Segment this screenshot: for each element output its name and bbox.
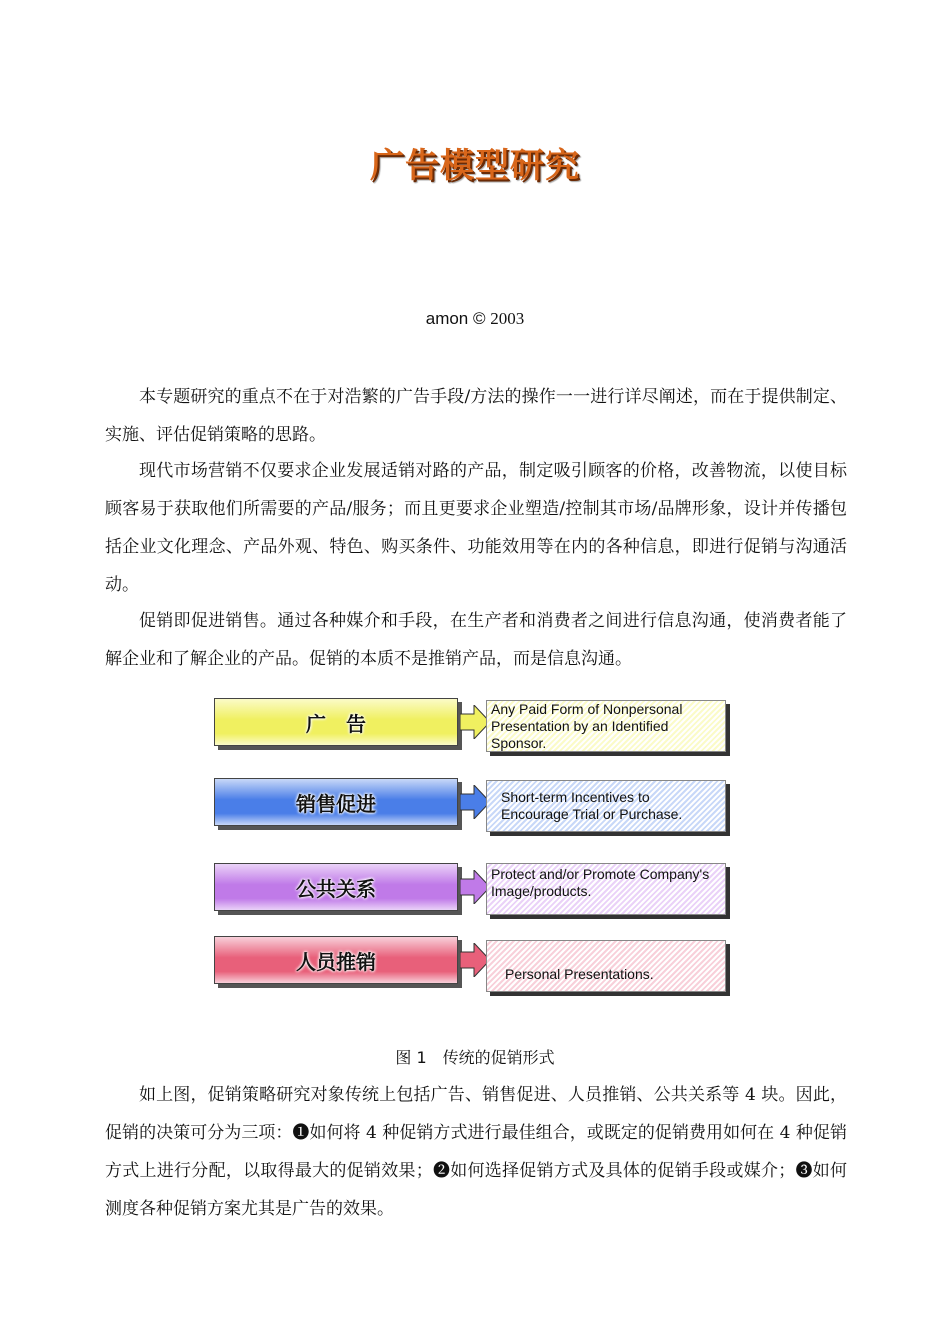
diagram-row-public-relations: [210, 863, 740, 923]
row-label-bar: 广 告: [214, 698, 458, 746]
row-label-bar: 销售促进: [214, 778, 458, 826]
author-line: [0, 309, 950, 329]
promotion-forms-diagram: [210, 696, 740, 1001]
paragraph-1: 本专题研究的重点不在于对浩繁的广告手段/方法的操作一一进行详尽阐述，而在于提供制定、实施、评估促销策略的思路。: [105, 387, 847, 445]
diagram-row-personal-selling: [210, 936, 740, 996]
paragraph-4: 如上图，促销策略研究对象传统上包括广告、销售促进、人员推销、公共关系等 4 块。因此，促销的决策可分为三项：❶如何将 4 种促销方式进行最佳组合，或既定的促销费用如何在 4 种促销方式上进行分配，以取得最大的促销效果；❷如何选择促销方式及具体的促销手段或媒介；❸如何测度各种促销方案尤其是广告的效果。: [105, 1085, 847, 1219]
author-name: amon ©: [425, 309, 486, 328]
row-description-box: Protect and/or Promote Company's Image/products.: [486, 863, 726, 915]
row-description-box: Short-term Incentives to Encourage Trial or Purchase.: [486, 780, 726, 832]
diagram-row-sales-promotion: [210, 778, 740, 838]
author-year: 2003: [490, 309, 525, 328]
row-description-box: Personal Presentations.: [486, 940, 726, 992]
paragraph-2: 现代市场营销不仅要求企业发展适销对路的产品，制定吸引顾客的价格，改善物流，以使目标顾客易于获取他们所需要的产品/服务；而且更要求企业塑造/控制其市场/品牌形象，设计并传播包括企业文化理念、产品外观、特色、购买条件、功能效用等在内的各种信息，即进行促销与沟通活动。: [105, 461, 847, 595]
paragraph-3: 促销即促进销售。通过各种媒介和手段，在生产者和消费者之间进行信息沟通，使消费者能了解企业和了解企业的产品。促销的本质不是推销产品，而是信息沟通。: [105, 611, 847, 669]
document-title: 广告模型研究: [370, 146, 580, 186]
row-label-bar: 公共关系: [214, 863, 458, 911]
diagram-row-advertising: [210, 698, 740, 758]
figure-caption: 图 1 传统的促销形式: [395, 1048, 555, 1067]
row-label-bar: 人员推销: [214, 936, 458, 984]
row-description-box: Any Paid Form of Nonpersonal Presentation by an Identified Sponsor.: [486, 700, 726, 752]
